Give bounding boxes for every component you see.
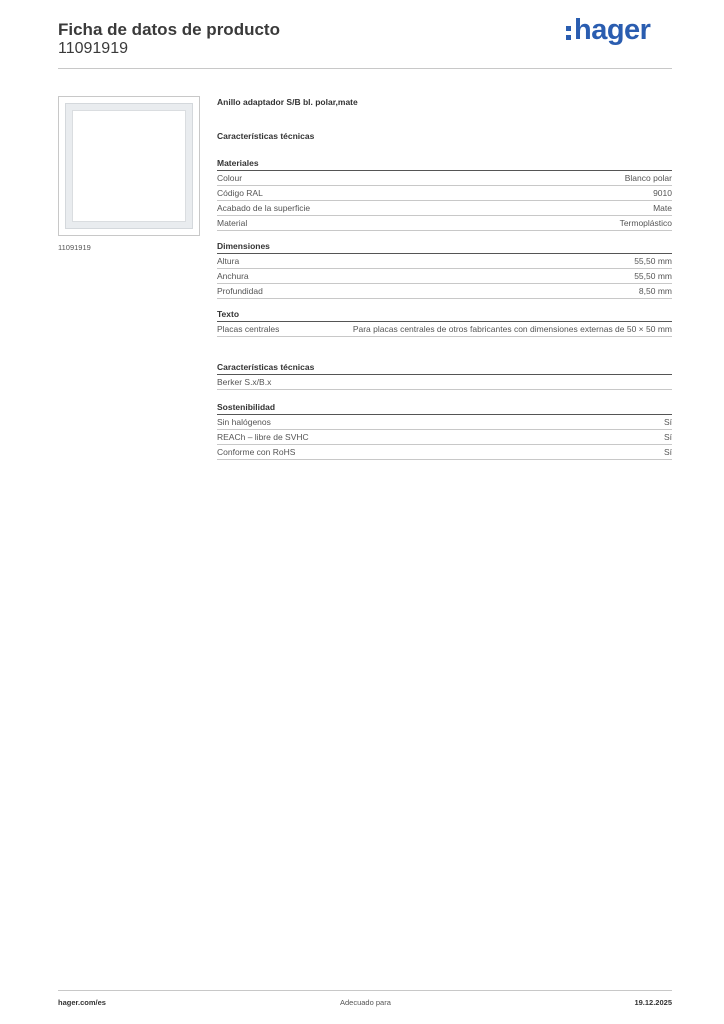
group-title-materiales: Materiales [217, 158, 259, 168]
spec-content [217, 96, 672, 460]
footer-website[interactable]: hager.com/es [58, 998, 106, 1007]
table-compatibility [217, 374, 672, 390]
product-name: Anillo adaptador S/B bl. polar,mate [217, 97, 358, 107]
logo-colon-mark [566, 20, 571, 42]
group-title-dimensiones: Dimensiones [217, 241, 270, 251]
table-row: Anchura 55,50 mm [217, 269, 672, 284]
group-title-sostenibilidad: Sostenibilidad [217, 402, 276, 412]
table-dimensiones [217, 253, 672, 299]
table-row: Altura 55,50 mm [217, 254, 672, 269]
footer-divider [58, 990, 672, 991]
table-row: Profundidad 8,50 mm [217, 284, 672, 299]
table-row: Berker S.x/B.x [217, 375, 672, 390]
footer-date: 19.12.2025 [634, 998, 672, 1007]
page-title: Ficha de datos de producto [58, 20, 280, 39]
product-image [58, 96, 200, 236]
adapter-ring-opening [72, 110, 186, 222]
header-divider [58, 68, 672, 69]
hager-logo [566, 14, 650, 47]
table-row: Colour Blanco polar [217, 171, 672, 186]
table-row: Código RAL 9010 [217, 186, 672, 201]
table-sostenibilidad [217, 414, 672, 460]
image-caption: 11091919 [58, 243, 91, 252]
table-row: REACh – libre de SVHC Sí [217, 430, 672, 445]
logo-text: hager [574, 14, 651, 46]
table-row: Placas centrales Para placas centrales de otros fabricantes con dimensiones externas de 50 × 50 mm [217, 322, 672, 337]
table-texto [217, 321, 672, 337]
product-code: 11091919 [58, 40, 128, 57]
adapter-ring-frame [65, 103, 193, 229]
group-title-texto: Texto [217, 309, 240, 319]
table-row: Conforme con RoHS Sí [217, 445, 672, 460]
table-row: Acabado de la superficie Mate [217, 201, 672, 216]
group-title-compatibility: Características técnicas [217, 362, 315, 372]
table-materiales [217, 170, 672, 231]
table-row: Sin halógenos Sí [217, 415, 672, 430]
footer-note: Adecuado para [340, 998, 391, 1007]
table-row: Material Termoplástico [217, 216, 672, 231]
section-heading-technical: Características técnicas [217, 131, 315, 141]
